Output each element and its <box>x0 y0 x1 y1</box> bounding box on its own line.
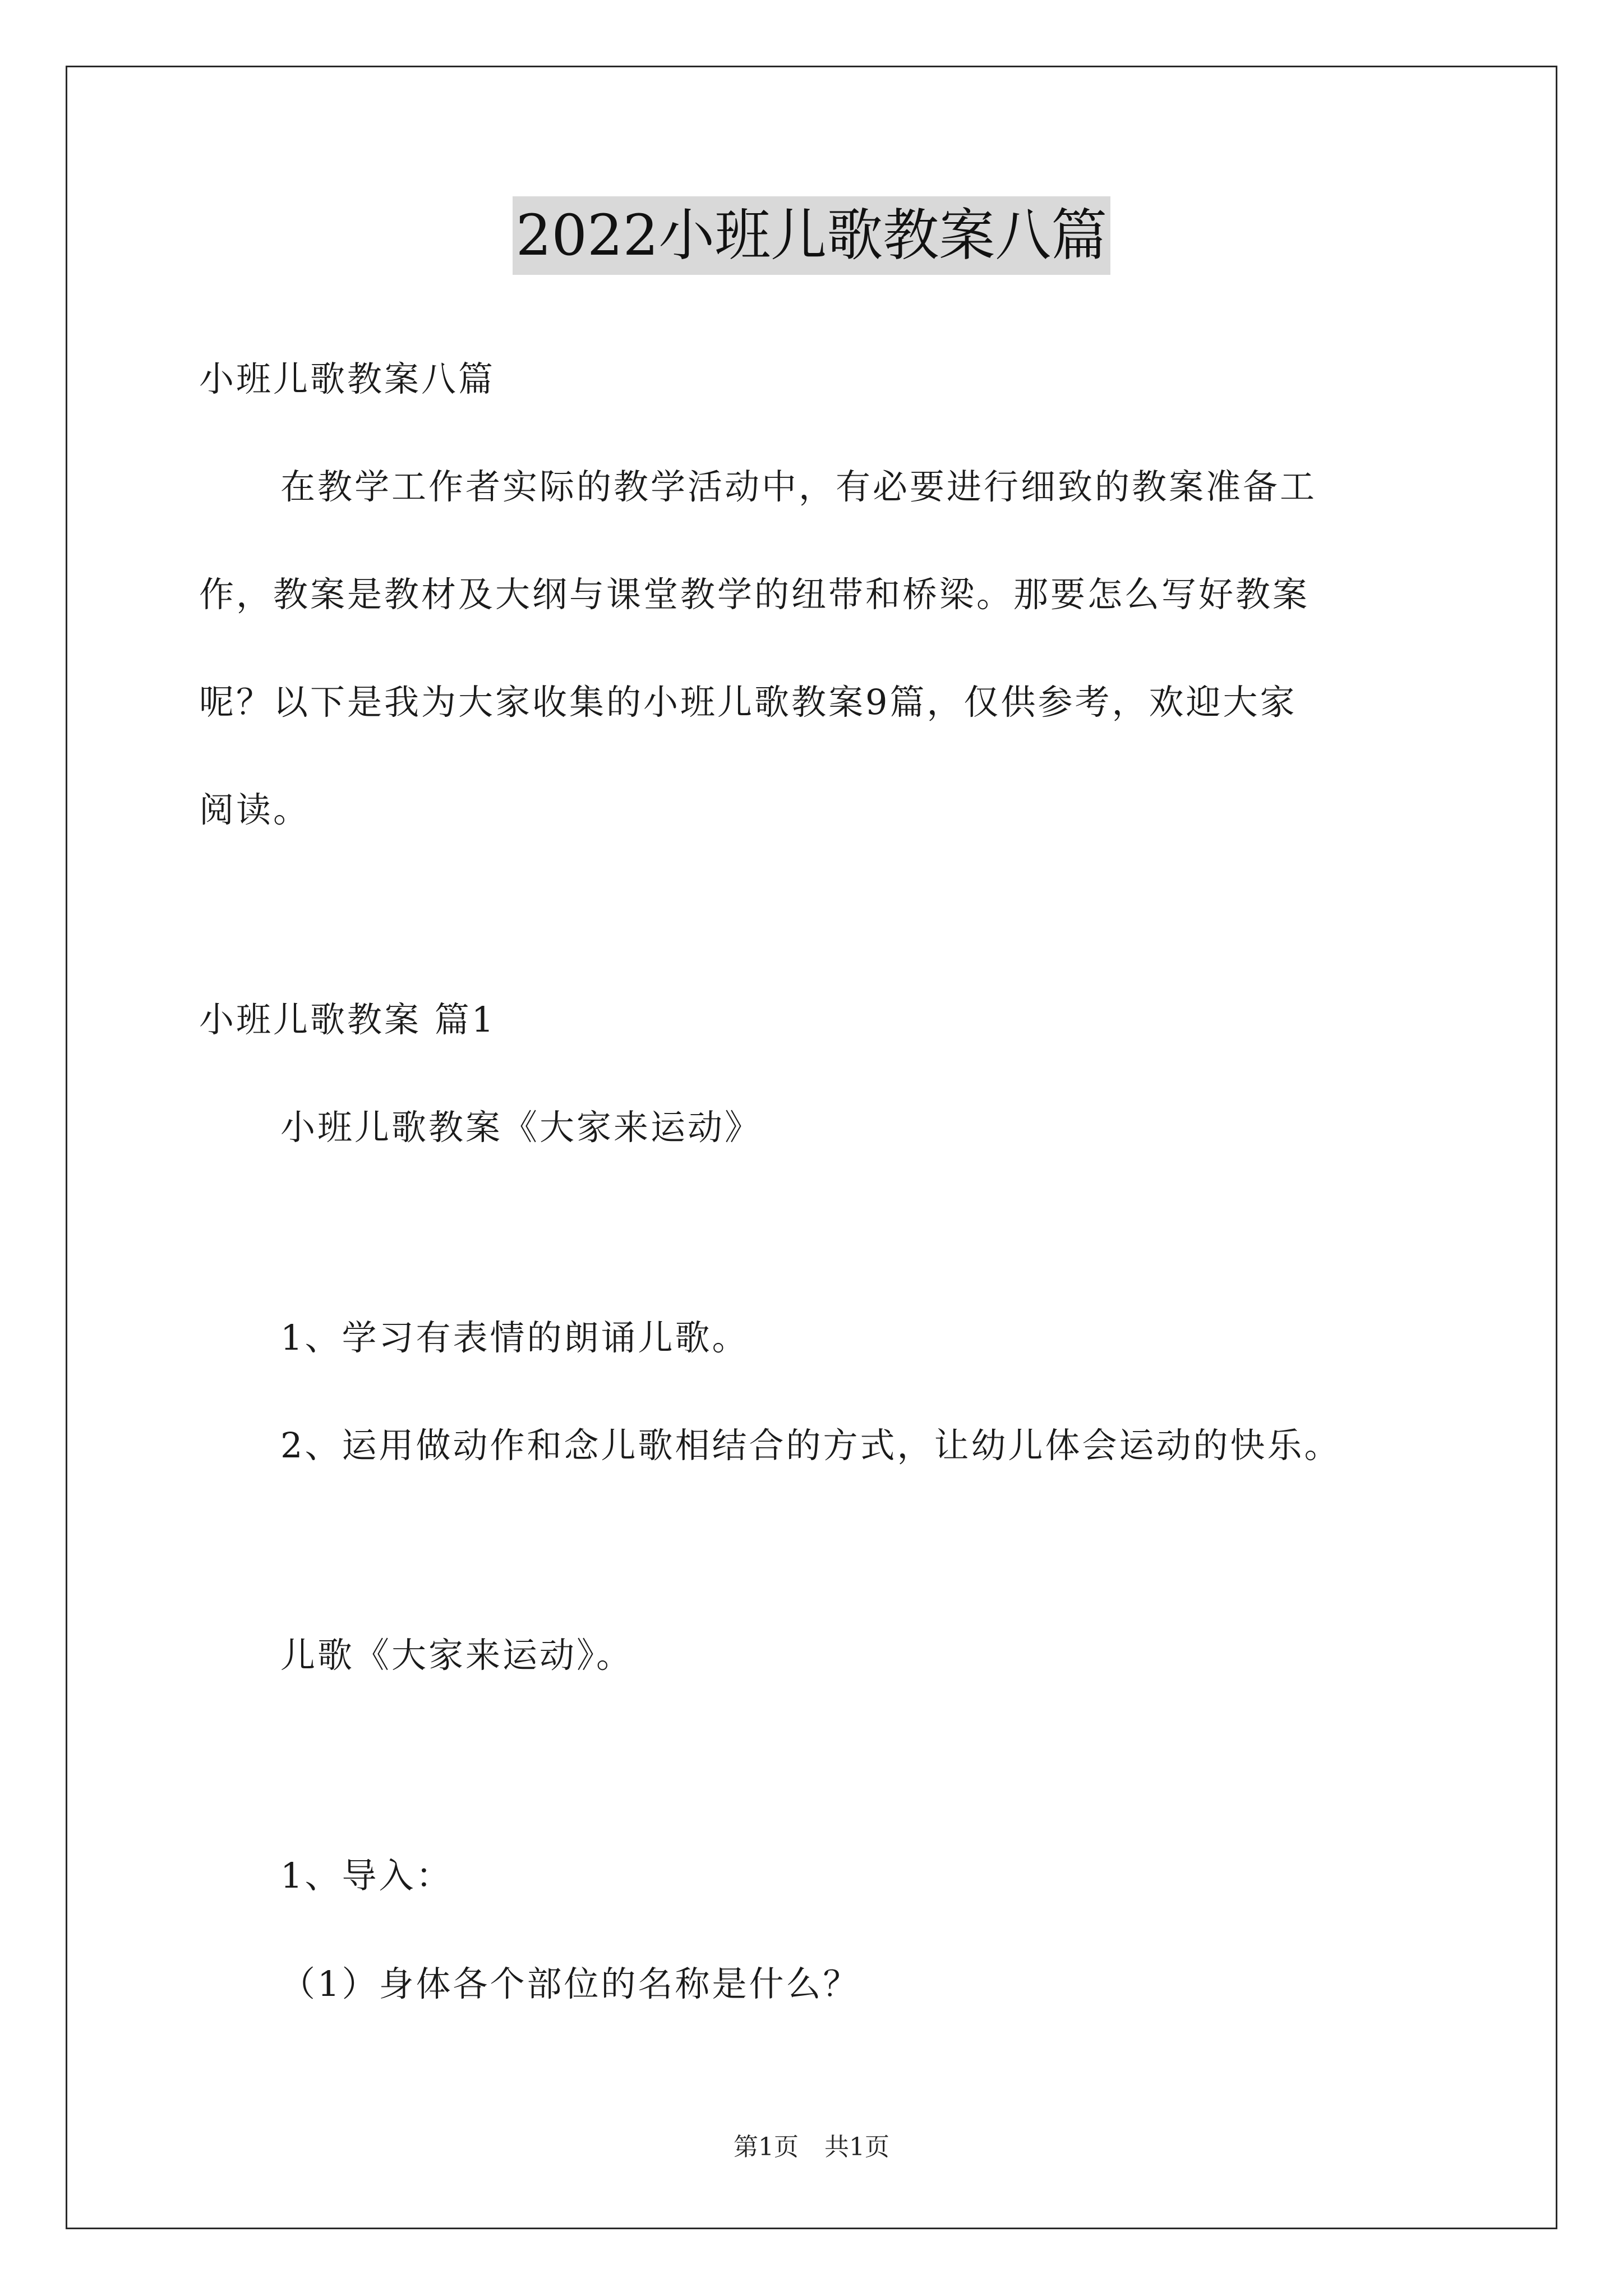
step-item-1: 1、导入： <box>280 1855 453 1896</box>
goal-item-2: 2、运用做动作和念儿歌相结合的方式，让幼儿体会运动的快乐。 <box>280 1425 1341 1466</box>
page-number-current: 第1页 <box>734 2133 799 2161</box>
title-wrap <box>0 196 1623 275</box>
page-footer <box>0 2131 1623 2164</box>
page-number-total: 共1页 <box>824 2133 889 2161</box>
step-1-question-1: （1）身体各个部位的名称是什么？ <box>280 1963 860 2004</box>
intro-line-3: 呢？以下是我为大家收集的小班儿歌教案9篇，仅供参考，欢迎大家 <box>199 682 1297 723</box>
intro-line-1: 在教学工作者实际的教学活动中，有必要进行细致的教案准备工 <box>280 466 1317 507</box>
goal-item-1: 1、学习有表情的朗诵儿歌。 <box>280 1317 749 1358</box>
intro-line-2: 作，教案是教材及大纲与课堂教学的纽带和桥梁。那要怎么写好教案 <box>199 574 1310 615</box>
section-heading: 小班儿歌教案 篇1 <box>199 999 496 1040</box>
lesson-title: 小班儿歌教案《大家来运动》 <box>280 1107 762 1148</box>
material-item: 儿歌《大家来运动》。 <box>280 1635 634 1676</box>
document-title: 2022小班儿歌教案八篇 <box>513 196 1111 275</box>
document-subtitle: 小班儿歌教案八篇 <box>199 358 496 399</box>
intro-line-4: 阅读。 <box>199 789 311 830</box>
